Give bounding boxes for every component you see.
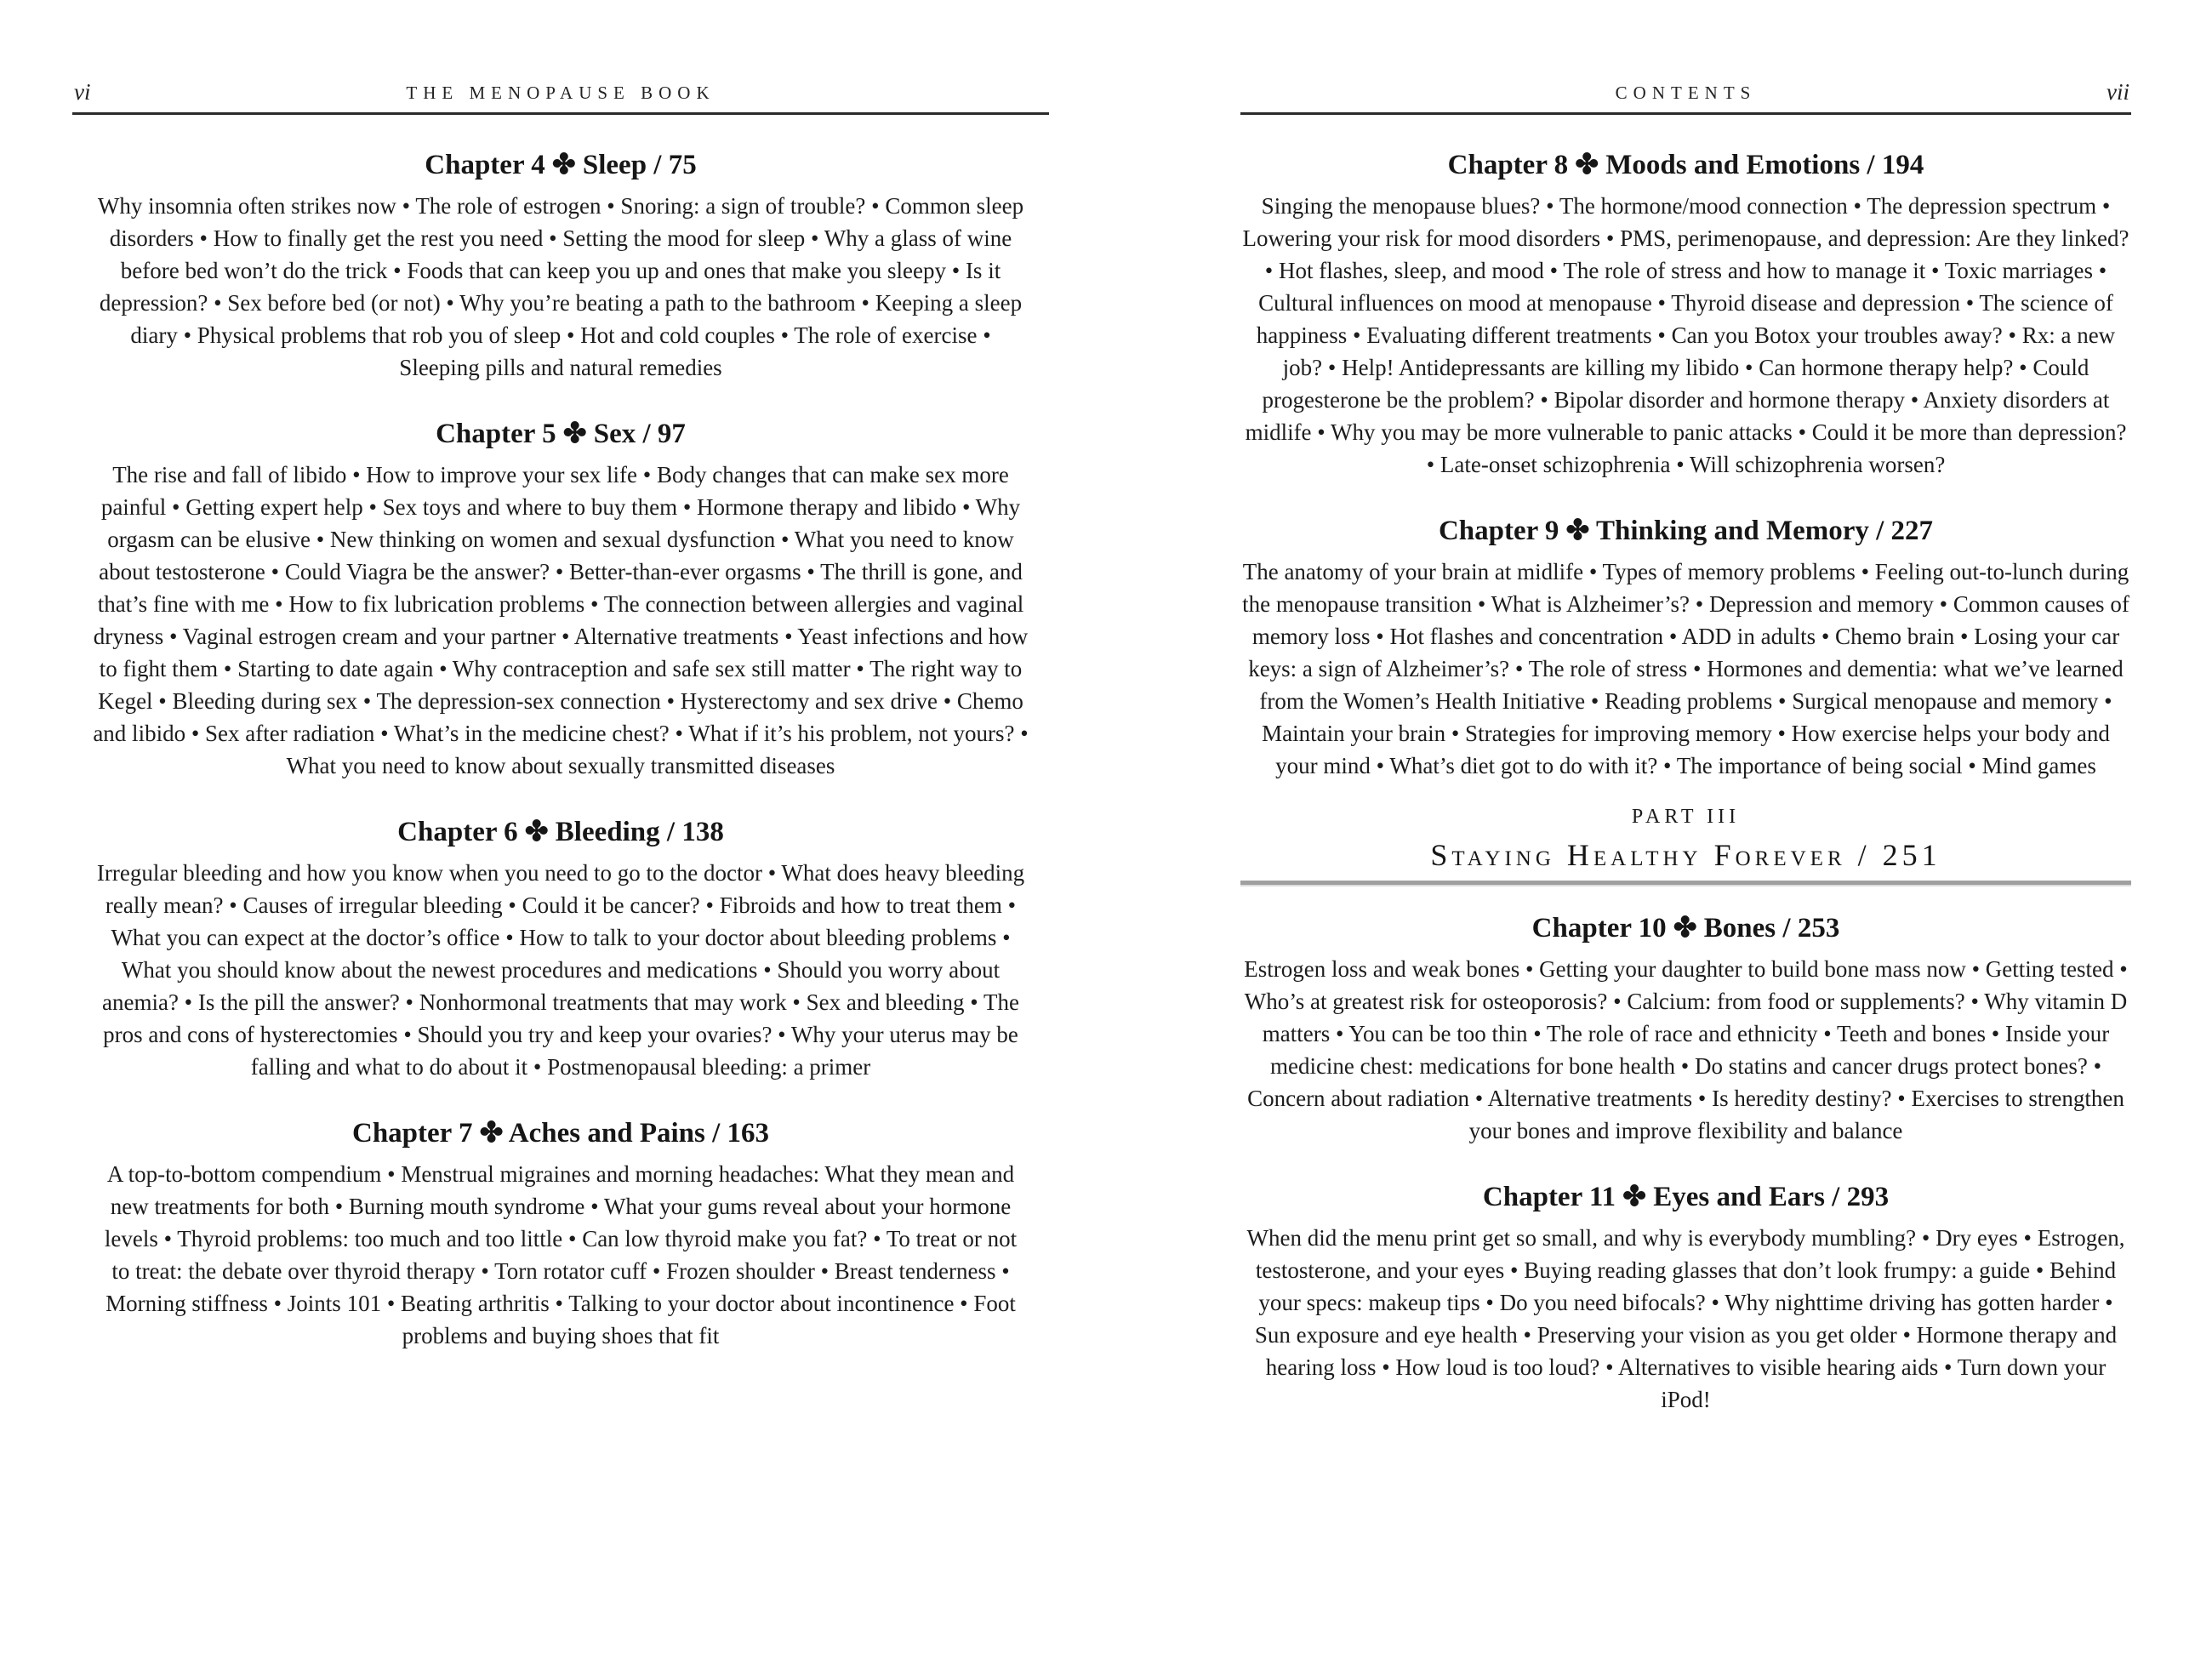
chapter-11-summary: When did the menu print get so small, and why is everybody mumbling? • Dry eyes • Estrogen, testosterone, and your eyes • Buying reading glasses that don’t look frumpy: a guide • Behind your specs: makeup tips • Do you need bifocals? • Why nighttime driving has gotten harder • Sun exposure and eye health • Preserving your vision as you get older • Hormone therapy and hearing loss • How loud is too loud? • Alternatives to visible hearing aids • Turn down your iPod!: [1246, 1225, 2125, 1412]
chapter-5-entry: [72, 416, 1049, 782]
chapter-7-entry: [72, 1115, 1049, 1352]
left-page-header: [72, 0, 1049, 115]
chapter-9-summary: The anatomy of your brain at midlife • Types of memory problems • Feeling out-to-lunch during the menopause transition • What is Alzheimer’s? • Depression and memory • Common causes of memory loss • Hot flashes and concentration • ADD in adults • Chemo brain • Losing your car keys: a sign of Alzheimer’s? • The role of stress • Hormones and dementia: what we’ve learned from the Women’s Health Initiative • Reading problems • Surgical menopause and memory • Maintain your brain • Strategies for improving memory • How exercise helps your body and your mind • What’s diet got to do with it? • The importance of being social • Mind games: [1242, 559, 2129, 778]
right-page-body: [1240, 147, 2131, 1416]
page-right: [1240, 0, 2131, 1416]
chapter-10-entry: [1240, 910, 2131, 1147]
chapter-8-heading: Chapter 8 ✤ Moods and Emotions / 194: [1447, 150, 1924, 180]
right-page-header: [1240, 0, 2131, 115]
chapter-4-entry: [72, 147, 1049, 384]
left-running-head: THE MENOPAUSE BOOK: [406, 83, 715, 103]
chapter-11-entry: [1240, 1179, 2131, 1416]
chapter-8-entry: [1240, 147, 2131, 481]
chapter-10-summary: Estrogen loss and weak bones • Getting your daughter to build bone mass now • Getting tested • Who’s at greatest risk for osteoporosis? • Calcium: from food or supplements? • Why vitamin D matters • You can be too thin • The role of race and ethnicity • Teeth and bones • Inside your medicine chest: medications for bone health • Do statins and cancer drugs protect bones? • Concern about radiation • Alternative treatments • Is heredity destiny? • Exercises to strengthen your bones and improve flexibility and balance: [1244, 956, 2128, 1143]
part-3-title: Staying Healthy Forever / 251: [1430, 838, 1941, 872]
part-3-rule: [1240, 881, 2131, 885]
chapter-5-heading: Chapter 5 ✤ Sex / 97: [436, 419, 686, 449]
left-page-number: vi: [74, 79, 91, 105]
chapter-10-heading: Chapter 10 ✤ Bones / 253: [1531, 913, 1840, 944]
chapter-7-summary: A top-to-bottom compendium • Menstrual migraines and morning headaches: What they mean and new treatments for both • Burning mouth syndrome • What your gums reveal about your hormone levels • Thyroid problems: too much and too little • Can low thyroid make you fat? • To treat or not to treat: the debate over thyroid therapy • Torn rotator cuff • Frozen shoulder • Breast tenderness • Morning stiffness • Joints 101 • Beating arthritis • Talking to your doctor about incontinence • Foot problems and buying shoes that fit: [104, 1161, 1018, 1348]
chapter-11-heading: Chapter 11 ✤ Eyes and Ears / 293: [1482, 1182, 1890, 1212]
left-page-body: [72, 147, 1049, 1352]
chapter-5-summary: The rise and fall of libido • How to improve your sex life • Body changes that can make sex more painful • Getting expert help • Sex toys and where to buy them • Hormone therapy and libido • Why orgasm can be elusive • New thinking on women and sexual dysfunction • What you need to know about testosterone • Could Viagra be the answer? • Better-than-ever orgasms • The thrill is gone, and that’s fine with me • How to fix lubrication problems • The connection between allergies and vaginal dryness • Vaginal estrogen cream and your partner • Alternative treatments • Yeast infections and how to fight them • Starting to date again • Why contraception and safe sex still matter • The right way to Kegel • Bleeding during sex • The depression-sex connection • Hysterectomy and sex drive • Chemo and libido • Sex after radiation • What’s in the medicine chest? • What if it’s his problem, not yours? • What you need to know about sexually transmitted diseases: [93, 462, 1029, 778]
chapter-6-summary: Irregular bleeding and how you know when you need to go to the doctor • What does heavy bleeding really mean? • Causes of irregular bleeding • Could it be cancer? • Fibroids and how to treat them • What you can expect at the doctor’s office • How to talk to your doctor about bleeding problems • What you should know about the newest procedures and medications • Should you worry about anemia? • Is the pill the answer? • Nonhormonal treatments that may work • Sex and bleeding • The pros and cons of hysterectomies • Should you try and keep your ovaries? • Why your uterus may be falling and what to do about it • Postmenopausal bleeding: a primer: [96, 860, 1025, 1080]
chapter-9-heading: Chapter 9 ✤ Thinking and Memory / 227: [1438, 516, 1934, 546]
right-page-number: vii: [2107, 79, 2129, 105]
chapter-4-heading: Chapter 4 ✤ Sleep / 75: [425, 150, 697, 180]
chapter-4-summary: Why insomnia often strikes now • The role of estrogen • Snoring: a sign of trouble? • Common sleep disorders • How to finally get the rest you need • Setting the mood for sleep • Why a glass of wine before bed won’t do the trick • Foods that can keep you up and ones that make you sleepy • Is it depression? • Sex before bed (or not) • Why you’re beating a path to the bathroom • Keeping a sleep diary • Physical problems that rob you of sleep • Hot and cold couples • The role of exercise • Sleeping pills and natural remedies: [97, 193, 1024, 380]
chapter-6-heading: Chapter 6 ✤ Bleeding / 138: [397, 817, 724, 847]
chapter-8-summary: Singing the menopause blues? • The hormone/mood connection • The depression spectrum • Lowering your risk for mood disorders • PMS, perimenopause, and depression: Are they linked? • Hot flashes, sleep, and mood • The role of stress and how to manage it • Toxic marriages • Cultural influences on mood at menopause • Thyroid disease and depression • The science of happiness • Evaluating different treatments • Can you Botox your troubles away? • Rx: a new job? • Help! Antidepressants are killing my libido • Can hormone therapy help? • Could progesterone be the problem? • Bipolar disorder and hormone therapy • Anxiety disorders at midlife • Why you may be more vulnerable to panic attacks • Could it be more than depression? • Late-onset schizophrenia • Will schizophrenia worsen?: [1242, 193, 2129, 477]
part-3-label: PART III: [1631, 806, 1741, 828]
chapter-7-heading: Chapter 7 ✤ Aches and Pains / 163: [351, 1118, 770, 1149]
page-left: [72, 0, 1049, 1352]
right-running-head: CONTENTS: [1615, 83, 1757, 103]
chapter-6-entry: [72, 814, 1049, 1083]
part-3-block: [1240, 804, 2131, 885]
chapter-9-entry: [1240, 513, 2131, 782]
